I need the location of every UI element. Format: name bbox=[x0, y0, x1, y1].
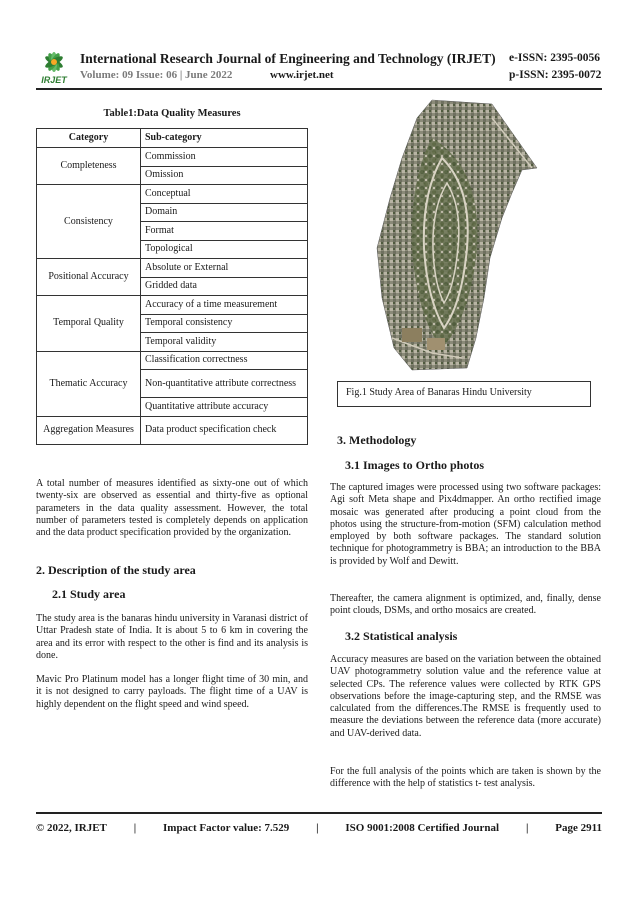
data-quality-table bbox=[36, 128, 308, 445]
footer-separator: | bbox=[316, 822, 319, 834]
subcategory-cell: Conceptual bbox=[141, 185, 308, 204]
category-cell: Thematic Accuracy bbox=[37, 351, 141, 416]
accuracy-paragraph: Accuracy measures are based on the variation between the obtained UAV photogrammetry solution value and the reference value at selected CPs. The reference values were collected by RTK GPS observations before the image-capturing step, and the RMSE was calculated from the differences.The RMSE is frequently used to measure the deviations between the reference data (more accurate) and UAV-derived data. bbox=[330, 654, 601, 739]
footer-separator: | bbox=[133, 822, 137, 834]
subcategory-cell: Gridded data bbox=[141, 277, 308, 296]
volume-issue: Volume: 09 Issue: 06 | June 2022 bbox=[80, 69, 233, 81]
drone-paragraph: Mavic Pro Platinum model has a longer flight time of 30 min, and it is not designed to carry payloads. The flight time of a UAV is highly dependent on the flight speed and wind speed. bbox=[36, 674, 308, 710]
category-cell: Aggregation Measures bbox=[37, 416, 141, 444]
subcategory-cell: Absolute or External bbox=[141, 259, 308, 278]
section-2-1-heading: 2.1 Study area bbox=[52, 587, 126, 601]
section-3-2-heading: 3.2 Statistical analysis bbox=[345, 629, 458, 643]
table-row bbox=[37, 416, 308, 444]
header-divider bbox=[36, 88, 602, 90]
category-cell: Completeness bbox=[37, 148, 141, 185]
impact-factor: Impact Factor value: 7.529 bbox=[163, 822, 290, 834]
table-row bbox=[37, 296, 308, 315]
alignment-paragraph: Thereafter, the camera alignment is optimized, and, finally, dense point clouds, DSMs, and ortho mosaics are created. bbox=[330, 593, 601, 617]
header-subcategory: Sub-category bbox=[141, 129, 308, 148]
table-row bbox=[37, 185, 308, 204]
page-footer bbox=[36, 822, 602, 834]
category-cell: Consistency bbox=[37, 185, 141, 259]
copyright: © 2022, IRJET bbox=[36, 822, 107, 834]
irjet-logo bbox=[36, 44, 72, 84]
subcategory-cell: Commission bbox=[141, 148, 308, 167]
subcategory-cell: Format bbox=[141, 222, 308, 241]
subcategory-cell: Data product specification check bbox=[141, 416, 308, 444]
footer-separator: | bbox=[525, 822, 529, 834]
ortho-paragraph: The captured images were processed using two software packages: Agi soft Meta shape and Pix4dmapper. An ortho rectified image mosaic was generated after producing a point cloud from the photos using the structure-from-motion (SFM) calculation method employed by both software packages. The standard solution technique for photogrammetry is BBA; an introduction to the BBA is provided by Wolf and Dewitt. bbox=[330, 482, 601, 567]
header-category: Category bbox=[37, 129, 141, 148]
subcategory-cell: Temporal validity bbox=[141, 333, 308, 352]
subcategory-cell: Omission bbox=[141, 166, 308, 185]
study-area-orthomosaic bbox=[372, 98, 542, 373]
section-3-heading: 3. Methodology bbox=[337, 433, 417, 447]
table-row bbox=[37, 259, 308, 278]
journal-url[interactable]: www.irjet.net bbox=[270, 69, 334, 81]
table-row bbox=[37, 351, 308, 370]
study-area-paragraph: The study area is the banaras hindu university in Varanasi district of Uttar Pradesh state of India. It is about 5 to 6 km in covering the area and its error with respect to the other is find and its analysis is done. bbox=[36, 613, 308, 661]
subcategory-cell: Domain bbox=[141, 203, 308, 222]
section-3-1-heading: 3.1 Images to Ortho photos bbox=[345, 458, 485, 472]
ttest-paragraph: For the full analysis of the points which are taken is shown by the difference with the help of statistics t- test analysis. bbox=[330, 766, 601, 790]
table-caption: Table1:Data Quality Measures bbox=[103, 108, 241, 119]
logo-wordmark: IRJET bbox=[41, 75, 67, 84]
measures-paragraph: A total number of measures identified as sixty-one out of which twenty-six are observed as essential and thirty-five as optional parameters in the data quality assessment. However, the total number of parameters tested is completely depends on application and the data product specification provided by the organization. bbox=[36, 478, 308, 539]
table-row bbox=[37, 148, 308, 167]
footer-divider bbox=[36, 812, 602, 814]
e-issn: e-ISSN: 2395-0056 bbox=[509, 52, 601, 64]
subcategory-cell: Temporal consistency bbox=[141, 314, 308, 333]
subcategory-cell: Quantitative attribute accuracy bbox=[141, 398, 308, 417]
category-cell: Positional Accuracy bbox=[37, 259, 141, 296]
page-number: Page 2911 bbox=[555, 822, 602, 834]
iso-certification: ISO 9001:2008 Certified Journal bbox=[345, 822, 500, 834]
journal-header bbox=[0, 0, 638, 92]
journal-title: International Research Journal of Engineering and Technology (IRJET) bbox=[80, 51, 496, 66]
category-cell: Temporal Quality bbox=[37, 296, 141, 352]
subcategory-cell: Classification correctness bbox=[141, 351, 308, 370]
table-header-row bbox=[37, 129, 308, 148]
subcategory-cell: Non-quantitative attribute correctness bbox=[141, 370, 308, 398]
figure-caption: Fig.1 Study Area of Banaras Hindu University bbox=[337, 381, 591, 407]
section-2-heading: 2. Description of the study area bbox=[36, 563, 196, 577]
subcategory-cell: Topological bbox=[141, 240, 308, 259]
subcategory-cell: Accuracy of a time measurement bbox=[141, 296, 308, 315]
p-issn: p-ISSN: 2395-0072 bbox=[509, 69, 602, 81]
